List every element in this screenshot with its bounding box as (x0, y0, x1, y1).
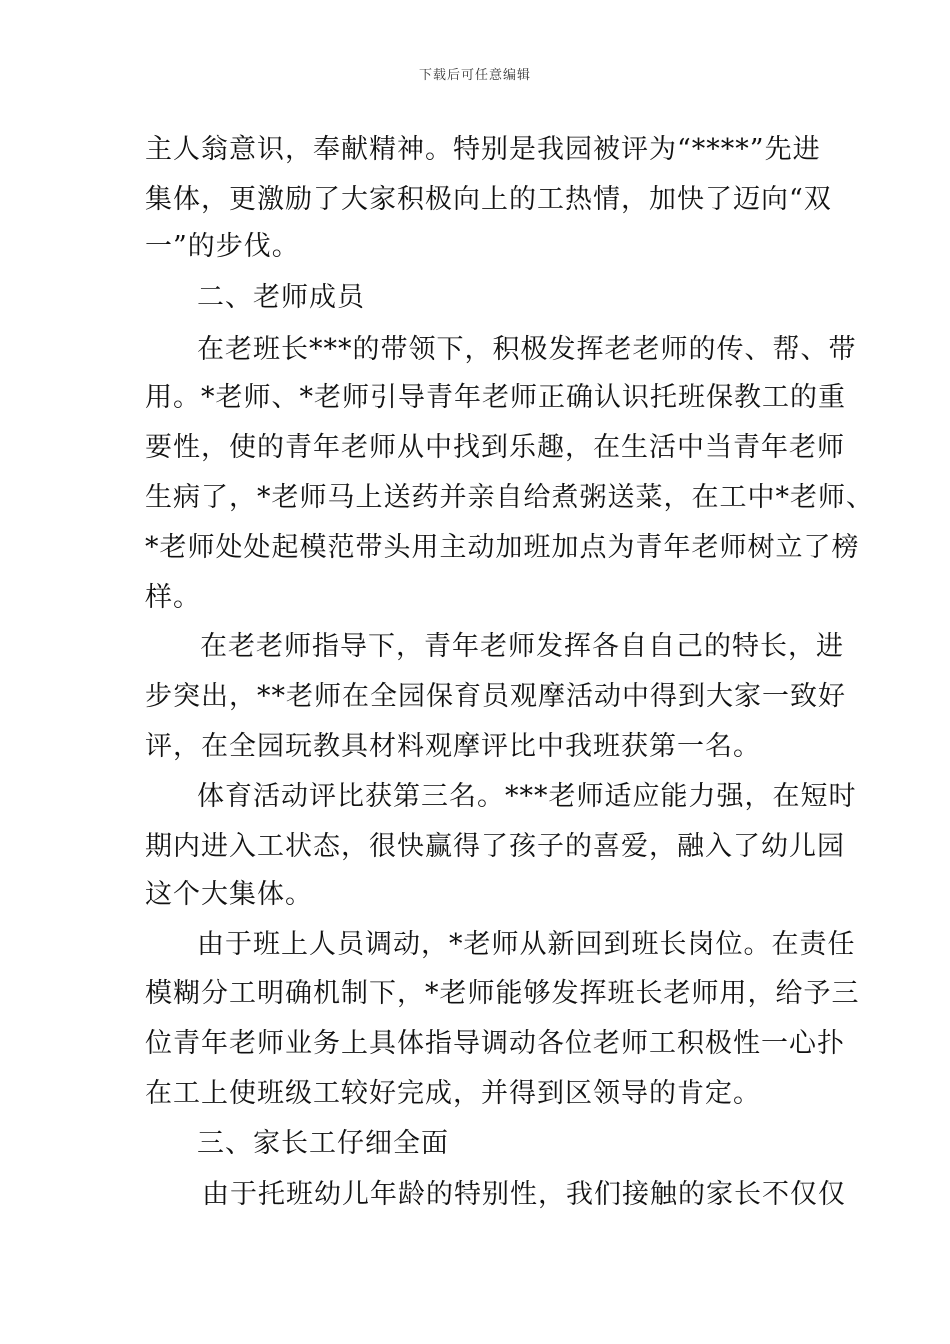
text-line: *老师处处起模范带头用主动加班加点为青年老师树立了榜 (145, 532, 860, 563)
text-line: 由于班上人员调动，*老师从新回到班长岗位。在责任 (197, 929, 856, 960)
page-header: 下载后可任意编辑 (418, 68, 531, 83)
text-line: 要性，使的青年老师从中找到乐趣，在生活中当青年老师 (145, 432, 845, 463)
text-line: 期内进入工状态，很快赢得了孩子的喜爱，融入了幼儿园 (145, 831, 845, 862)
text-line: 评，在全园玩教具材料观摩评比中我班获第一名。 (145, 731, 761, 762)
text-line: 步突出，**老师在全园保育员观摩活动中得到大家一致好 (145, 681, 846, 712)
text-line: 在老班长***的带领下，积极发挥老老师的传、帮、带 (197, 334, 857, 365)
text-line: 在老老师指导下，青年老师发挥各自自己的特长，进 (200, 631, 844, 662)
text-line: 体育活动评比获第三名。***老师适应能力强，在短时 (197, 781, 857, 812)
section-heading: 二、老师成员 (197, 282, 365, 313)
text-line: 模糊分工明确机制下，*老师能够发挥班长老师用，给予三 (145, 978, 860, 1009)
text-line: 在工上使班级工较好完成，并得到区领导的肯定。 (145, 1078, 761, 1109)
text-line: 这个大集体。 (145, 879, 313, 910)
text-line: 用。*老师、*老师引导青年老师正确认识托班保教工的重 (145, 382, 846, 413)
text-line: 位青年老师业务上具体指导调动各位老师工积极性一心扑 (145, 1028, 845, 1059)
text-line: 样。 (145, 582, 201, 613)
text-line: 生病了，*老师马上送药并亲自给煮粥送菜，在工中*老师、 (145, 482, 874, 513)
text-line: 主人翁意识，奉献精神。特别是我园被评为“****”先进 (145, 134, 821, 165)
section-heading: 三、家长工仔细全面 (197, 1128, 449, 1159)
text-line: 一”的步伐。 (145, 231, 300, 262)
text-line: 由于托班幼儿年龄的特别性，我们接触的家长不仅仅 (202, 1179, 846, 1210)
text-line: 集体，更激励了大家积极向上的工热情，加快了迈向“双 (145, 184, 832, 215)
